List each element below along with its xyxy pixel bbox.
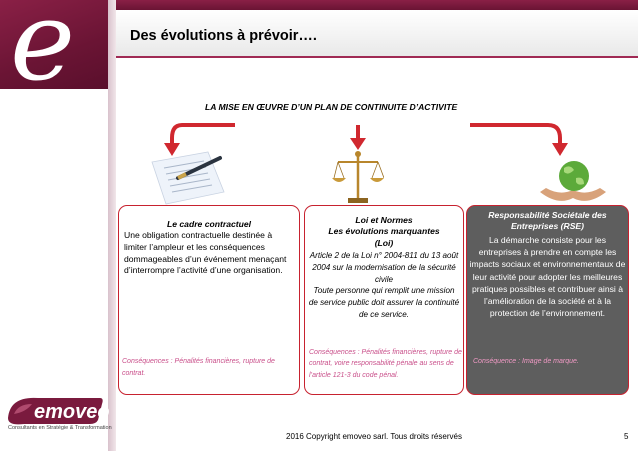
card-consequence: Conséquences : Pénalités financières, rupture de contrat.	[122, 358, 275, 377]
globe-in-hands-image	[538, 152, 608, 206]
card-body: La démarche consiste pour les entreprises à prendre en compte les impacts sociaux et environnementaux de leur activité pour adopter les meilleures pratiques possibles et contribuer ainsi à l’amélioration de la société et à la protection de l’environnement.	[469, 235, 626, 319]
logo-tagline: Consultants en Stratégie & Transformation	[8, 425, 112, 431]
logo-wordmark: emoveo	[34, 401, 110, 423]
footer-copyright: 2016 Copyright emoveo sarl. Tous droits réservés	[286, 432, 462, 441]
scale-of-justice-image	[332, 148, 384, 206]
plan-heading: LA MISE EN ŒUVRE D’UN PLAN DE CONTINUITE D’ACTIVITE	[205, 102, 458, 112]
arrow-right	[470, 125, 560, 146]
card-consequence: Conséquence : Image de marque.	[473, 358, 579, 365]
card-consequence: Conséquences : Pénalités financières, rupture de contrat, voire responsabilité pénale au sens de l’article 121-3 du code pénal.	[309, 349, 462, 379]
card-contractual-framework	[118, 205, 300, 395]
brand-e-logo: e	[10, 0, 76, 89]
card-title: Responsabilité Sociétale des Entreprises (RSE)	[488, 210, 607, 232]
emoveo-logo	[4, 392, 112, 442]
card-csr	[466, 205, 629, 395]
card-body: Une obligation contractuelle destinée à limiter l’ampleur et les conséquences dommageables d’un événement menaçant d’interrompre l’activité d’une organisation.	[124, 230, 287, 276]
card-law-and-norms	[304, 205, 464, 395]
arrow-left	[172, 125, 235, 146]
page-title: Des évolutions à prévoir….	[130, 28, 317, 44]
card-title: Le cadre contractuel	[166, 219, 252, 229]
card-body: Article 2 de la Loi n° 2004-811 du 13 août 2004 sur la modernisation de la sécurité civile Toute personne qui remplit une mission de service public doit assurer la continuité de ce service.	[308, 251, 460, 319]
card-title: Loi et Normes Les évolutions marquantes (Loi)	[328, 215, 440, 248]
contract-pen-image	[148, 148, 228, 206]
page-number: 5	[624, 432, 629, 441]
